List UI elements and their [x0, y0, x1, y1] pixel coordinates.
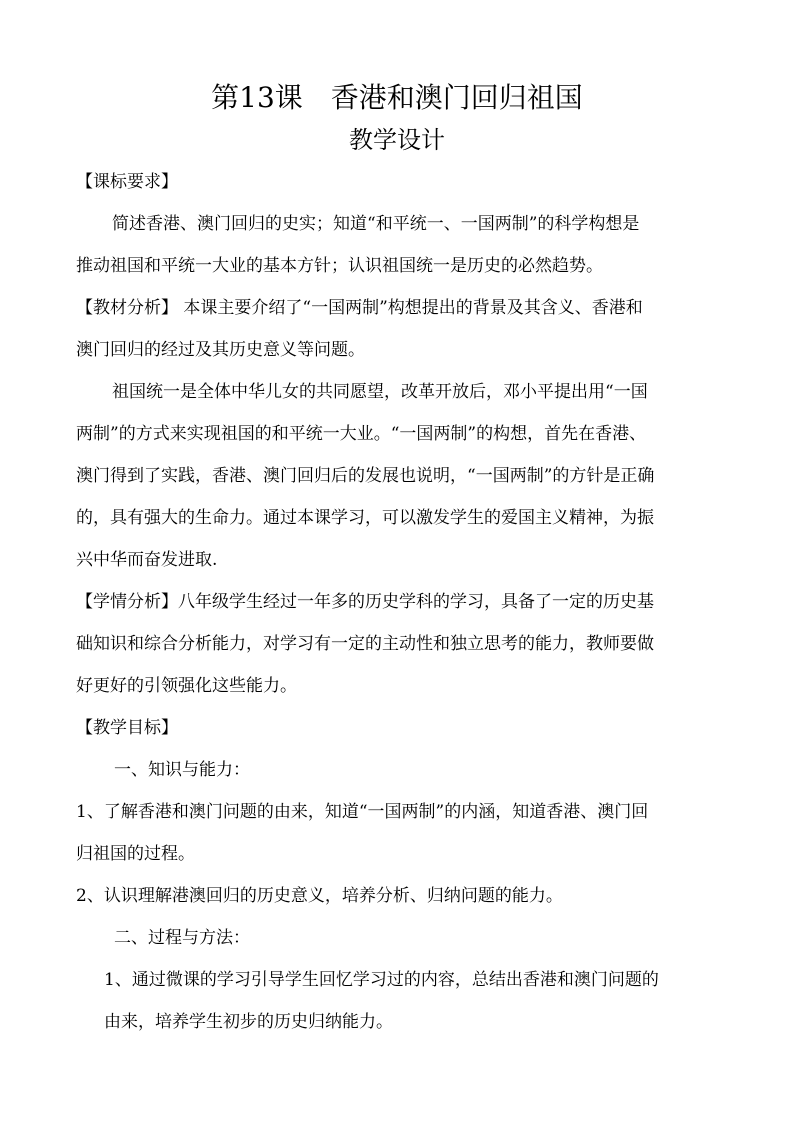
paragraph-line: 简述香港、澳门回归的史实；知道“和平统一、一国两制”的科学构想是: [112, 214, 640, 234]
paragraph-line: 的，具有强大的生命力。通过本课学习，可以激发学生的爱国主义精神，为振: [76, 508, 654, 528]
paragraph-line: 两制”的方式来实现祖国的和平统一大业。“一国两制”的构想，首先在香港、: [76, 424, 647, 444]
paragraph-line: 祖国统一是全体中华儿女的共同愿望，改革开放后，邓小平提出用“一国: [112, 382, 648, 402]
list-item-continuation: 归祖国的过程。: [76, 844, 195, 864]
section-heading-objectives: 【教学目标】: [76, 718, 178, 738]
lesson-subtitle: 教学设计: [349, 126, 445, 154]
list-item: 1、通过微课的学习引导学生回忆学习过的内容，总结出香港和澳门问题的: [104, 970, 659, 990]
list-item: 2、认识理解港澳回归的历史意义，培养分析、归纳问题的能力。: [76, 886, 563, 906]
paragraph-line: 兴中华而奋发进取.: [76, 550, 218, 570]
section-heading-student-analysis: 【学情分析】八年级学生经过一年多的历史学科的学习，具备了一定的历史基: [76, 592, 654, 612]
paragraph-line: 础知识和综合分析能力，对学习有一定的主动性和独立思考的能力，教师要做: [76, 634, 654, 654]
list-item-continuation: 由来，培养学生初步的历史归纳能力。: [104, 1012, 393, 1032]
paragraph-line: 好更好的引领强化这些能力。: [76, 676, 297, 696]
paragraph-line: 澳门回归的经过及其历史意义等问题。: [76, 340, 365, 360]
paragraph-line: 澳门得到了实践，香港、澳门回归后的发展也说明，“一国两制”的方针是正确: [76, 466, 655, 486]
lesson-title: 第13课 香港和澳门回归祖国: [211, 81, 583, 114]
paragraph-line: 推动祖国和平统一大业的基本方针；认识祖国统一是历史的必然趋势。: [76, 256, 603, 276]
section-heading-textbook-analysis: 【教材分析】 本课主要介绍了“一国两制”构想提出的背景及其含义、香港和: [76, 298, 643, 318]
list-item: 1、了解香港和澳门问题的由来，知道“一国两制”的内涵，知道香港、澳门回: [76, 802, 649, 822]
section-heading-curriculum: 【课标要求】: [76, 172, 178, 192]
subheading-knowledge: 一、知识与能力：: [114, 760, 250, 780]
subheading-process: 二、过程与方法：: [114, 928, 250, 948]
